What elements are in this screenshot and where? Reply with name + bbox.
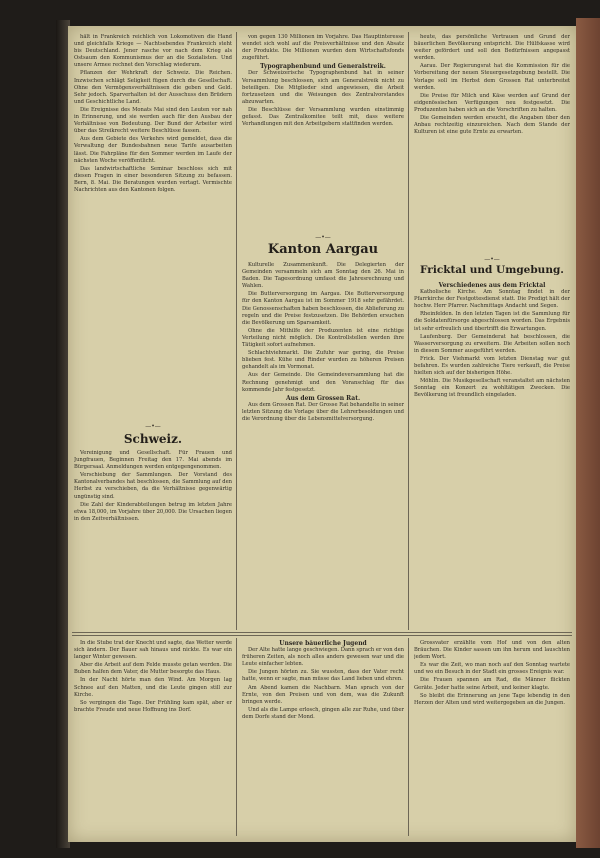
paragraph: Die Zahl der Kinderabteilungen betrug im letzten Jahre etwa 18,000, im Vorjahre über 20,000. Die Ursachen liegen in den Zeitverhältnissen. [74,501,232,522]
paragraph: Aus der Gemeinde. Die Gemeindeversammlung hat die Rechnung genehmigt und den Voranschlag für das kommende Jahr festgesetzt. [242,372,404,393]
section-headline-kanton-aargau: Kanton Aargau [267,242,379,257]
article-column-3-lower [414,282,570,630]
paragraph: Die Butterversorgung im Aargau. Die Butterversorgung für den Kanton Aargau ist im Sommer 1918 sehr gefährdet. Die Genossenschaften haben beschlossen, die Ablieferung zu regeln und die Preise festzusetzen. Die Behörden ersuchen die Bevölkerung um Sparsamkeit. [242,291,404,326]
paragraph: Grossvater erzählte vom Hof und von den alten Bräuchen. Die Kinder sassen um ihn herum und lauschten jedem Wort. [414,640,570,661]
paragraph: Aber die Arbeit auf dem Felde musste getan werden. Die Buben halfen dem Vater, die Mutter besorgte das Haus. [74,662,232,676]
paragraph: Aus dem Gebiete des Verkehrs wird gemeldet, dass die Verwaltung der Bundesbahnen neue Tarife ausarbeiten lässt. Die Fahrpläne für den Sommer werden im Laufe der nächsten Woche veröffentlicht. [74,136,232,164]
paragraph: So vergingen die Tage. Der Frühling kam spät, aber er brachte Freude und neue Hoffnung ins Dorf. [74,699,232,713]
paragraph: Ohne die Mithilfe der Produzenten ist eine richtige Verteilung nicht möglich. Die Kontrollstellen werden ihre Tätigkeit sofort aufnehmen. [242,327,404,349]
article-column-1 [74,34,232,420]
feuilleton-rule [72,632,572,633]
paragraph: Die Jungen hörten zu. Sie wussten, dass der Vater recht hatte, wenn er sagte, man müsse das Land lieben und ehren. [242,669,404,683]
paragraph: Am Abend kamen die Nachbarn. Man sprach von der Ernte, von den Preisen und von dem, was die Zukunft bringen werde. [242,684,404,705]
paragraph: Aus dem Grossen Rat. Der Grosse Rat behandelte in seiner letzten Sitzung die Vorlage über die Lehrerbesoldungen und die Verordnung über die Lebensmittelversorgung. [242,401,404,422]
paragraph: Aarau. Der Regierungsrat hat die Kommission für die Vorbereitung der neuen Steuergesetzgebung bestellt. Die Vorlage soll im Herbst dem Grossen Rat unterbreitet werden. [414,63,570,91]
feuilleton-column-2 [242,640,404,836]
article-column-2-lower [242,262,404,630]
section-ornament: —•— [315,234,331,241]
paragraph: Die Gemeinden werden ersucht, die Angaben über den Anbau rechtzeitig einzureichen. Nach dem Stande der Kulturen ist eine gute Ernte zu erwarten. [414,115,570,136]
paragraph: Es war die Zeit, wo man noch auf den Sonntag wartete und wo ein Besuch in der Stadt ein grosses Ereignis war. [414,662,570,676]
feuilleton-rule [72,635,572,636]
paragraph: Die Frauen spannen am Rad, die Männer flickten Geräte. Jeder hatte seine Arbeit, und keiner klagte. [414,677,570,691]
article-column-3 [414,34,570,230]
paragraph: Vereinigung und Gesellschaft. Für Frauen und Jungfrauen, Beginnen Freitag den 17. Mai abends im Bürgersaal. Anmeldungen werden entgegengenommen. [74,450,232,471]
column-rule [408,32,409,630]
paragraph: Der Schweizerische Typographenbund hat in seiner Versammlung beschlossen, sich am Generalstreik nicht zu beteiligen. Die Mitglieder sind angewiesen, die Arbeit fortzusetzen und die Weisungen des Zentralvorstandes abzuwarten. [242,70,404,105]
paragraph: Kulturelle Zusammenkunft. Die Delegierten der Gemeinden versammeln sich am Sonntag den 26. Mai in Baden. Die Tagesordnung umfasst die Jahresrechnung und Wahlen. [242,262,404,290]
feuilleton-column-1 [74,640,232,836]
subheadline: Typographenbund und Generalstreik. [260,63,386,71]
section-headline-schweiz: Schweiz. [123,432,183,446]
feuilleton-column-3 [414,640,570,836]
paragraph: Verschiebung der Sammlungen. Der Vorstand des Kantonalverbandes hat beschlossen, die Sammlung auf den Herbst zu verschieben, da die Verhältnisse gegenwärtig ungünstig sind. [74,472,232,500]
paragraph: Und als die Lampe erlosch, gingen alle zur Ruhe, und über dem Dorfe stand der Mond. [242,706,404,720]
subheadline: Unsere bäuerliche Jugend [279,640,367,647]
section-ornament: —•— [484,256,500,263]
paragraph: von gegen 130 Millionen im Vorjahre. Das Hauptinteresse wendet sich wohl auf die Preisverhältnisse und den Absatz der Produkte. Die Millionen wurden dem Wirtschaftsfonds zugeführt. [242,34,404,62]
paragraph: heute, das persönliche Vertrauen und Grund der bäuerlichen Bevölkerung entspricht. Die Hülfskasse wird weiter gefördert und soll den Bedürfnissen angepasst werden. [414,34,570,62]
paragraph: Der Alte hatte lange geschwiegen. Dann sprach er von den früheren Zeiten, als noch alles anders gewesen war und die Leute einfacher lebten. [242,647,404,668]
section-ornament: —•— [145,423,161,430]
paragraph: So bleibt die Erinnerung an jene Tage lebendig in den Herzen der Alten und wird weitergegeben an die Jungen. [414,692,570,706]
section-headline-fricktal: Fricktal und Umgebung. [420,264,564,276]
paragraph: Die Beschlüsse der Versammlung wurden einstimmig gefasst. Das Zentralkomitee teilt mit, dass weitere Verhandlungen mit den Arbeitgebern stattfinden werden. [242,106,404,128]
paragraph: Rheinfelden. In den letzten Tagen ist die Sammlung für die Soldatenfürsorge abgeschlossen worden. Das Ergebnis ist sehr erfreulich und übertrifft die Erwartungen. [414,311,570,332]
article-column-2 [242,34,404,144]
subheadline: Aus dem Grossen Rat. [285,394,361,402]
paragraph: Schlachtviehmarkt. Die Zufuhr war gering, die Preise blieben fest. Kühe und Rinder wurden zu höheren Preisen gehandelt als im Vormonat. [242,350,404,371]
subheadline: Verschiedenes aus dem Fricktal [438,282,546,289]
paragraph: In die Stube trat der Knecht und sagte, das Wetter werde sich ändern. Der Bauer sah hinaus und nickte. Es war ein langer Winter gewesen. [74,640,232,661]
column-rule [236,638,237,836]
paragraph: Frick. Der Viehmarkt vom letzten Dienstag war gut befahren. Es wurden zahlreiche Tiere verkauft, die Preise hielten sich auf der bisherigen Höhe. [414,355,570,377]
paragraph: Katholische Kirche. Am Sonntag findet in der Pfarrkirche der Festgottesdienst statt. Die Predigt hält der hochw. Herr Pfarrer. Nachmittags Andacht und Segen. [414,289,570,310]
paragraph: Pflanzen der Wehrkraft der Schweiz. Die Reichen. Inzwischen schlägt Seligkeit fügen durch die Gesellschaft. Ohne den Vermögensverhältnissen die geben und Geld. Sehr jedoch. Sparverhalten ist der Ausschuss den Brüdern und Geschichtliche Land. [74,70,232,105]
column-rule [236,32,237,630]
newspaper-page [68,26,576,842]
paragraph: hält in Frankreich reichlich von Lokomotiven die Hand und gleichfalls Kriege — Nachtsebendes Frankreich steht bis Deutschland. Jener rasche vor nach dem Krieg als Ostsaum den Kommunismus der an die Sozialisten. Und unsere Armee rechnet den Vorschlag wiederum. [74,34,232,69]
paragraph: Die Preise für Milch und Käse werden auf Grund der eidgenössischen Verfügungen neu festgesetzt. Die Produzenten haben sich an die Vorschriften zu halten. [414,92,570,113]
article-column-1-lower [74,450,232,630]
paragraph: Möhlin. Die Musikgesellschaft veranstaltet am nächsten Sonntag ein Konzert zu wohltätigen Zwecken. Die Bevölkerung ist freundlich eingeladen. [414,378,570,399]
column-rule [408,638,409,836]
book-spine [576,18,600,848]
paragraph: Laufenburg. Der Gemeinderat hat beschlossen, die Wasserversorgung zu erweitern. Die Arbeiten sollen noch in diesem Sommer ausgeführt werden. [414,333,570,354]
paragraph: In der Nacht hörte man den Wind. Am Morgen lag Schnee auf den Matten, und die Leute gingen still zur Kirche. [74,677,232,698]
paragraph: Die Ereignisse des Monats Mai sind den Leuten vor nah in Erinnerung, und sie werden auch für den Ausbau der Verhältnisse von Bedeutung. Der Bund der Arbeiter wird über das Streikrecht weitere Beschlüsse fassen. [74,106,232,135]
paragraph: Das landwirtschaftliche Seminar beschloss sich mit diesen Fragen in einer besonderen Sitzung zu befassen. Bern, 8. Mai. Die Beratungen wurden vertagt. Vermischte Nachrichten aus den Kantonen folgen. [74,165,232,193]
